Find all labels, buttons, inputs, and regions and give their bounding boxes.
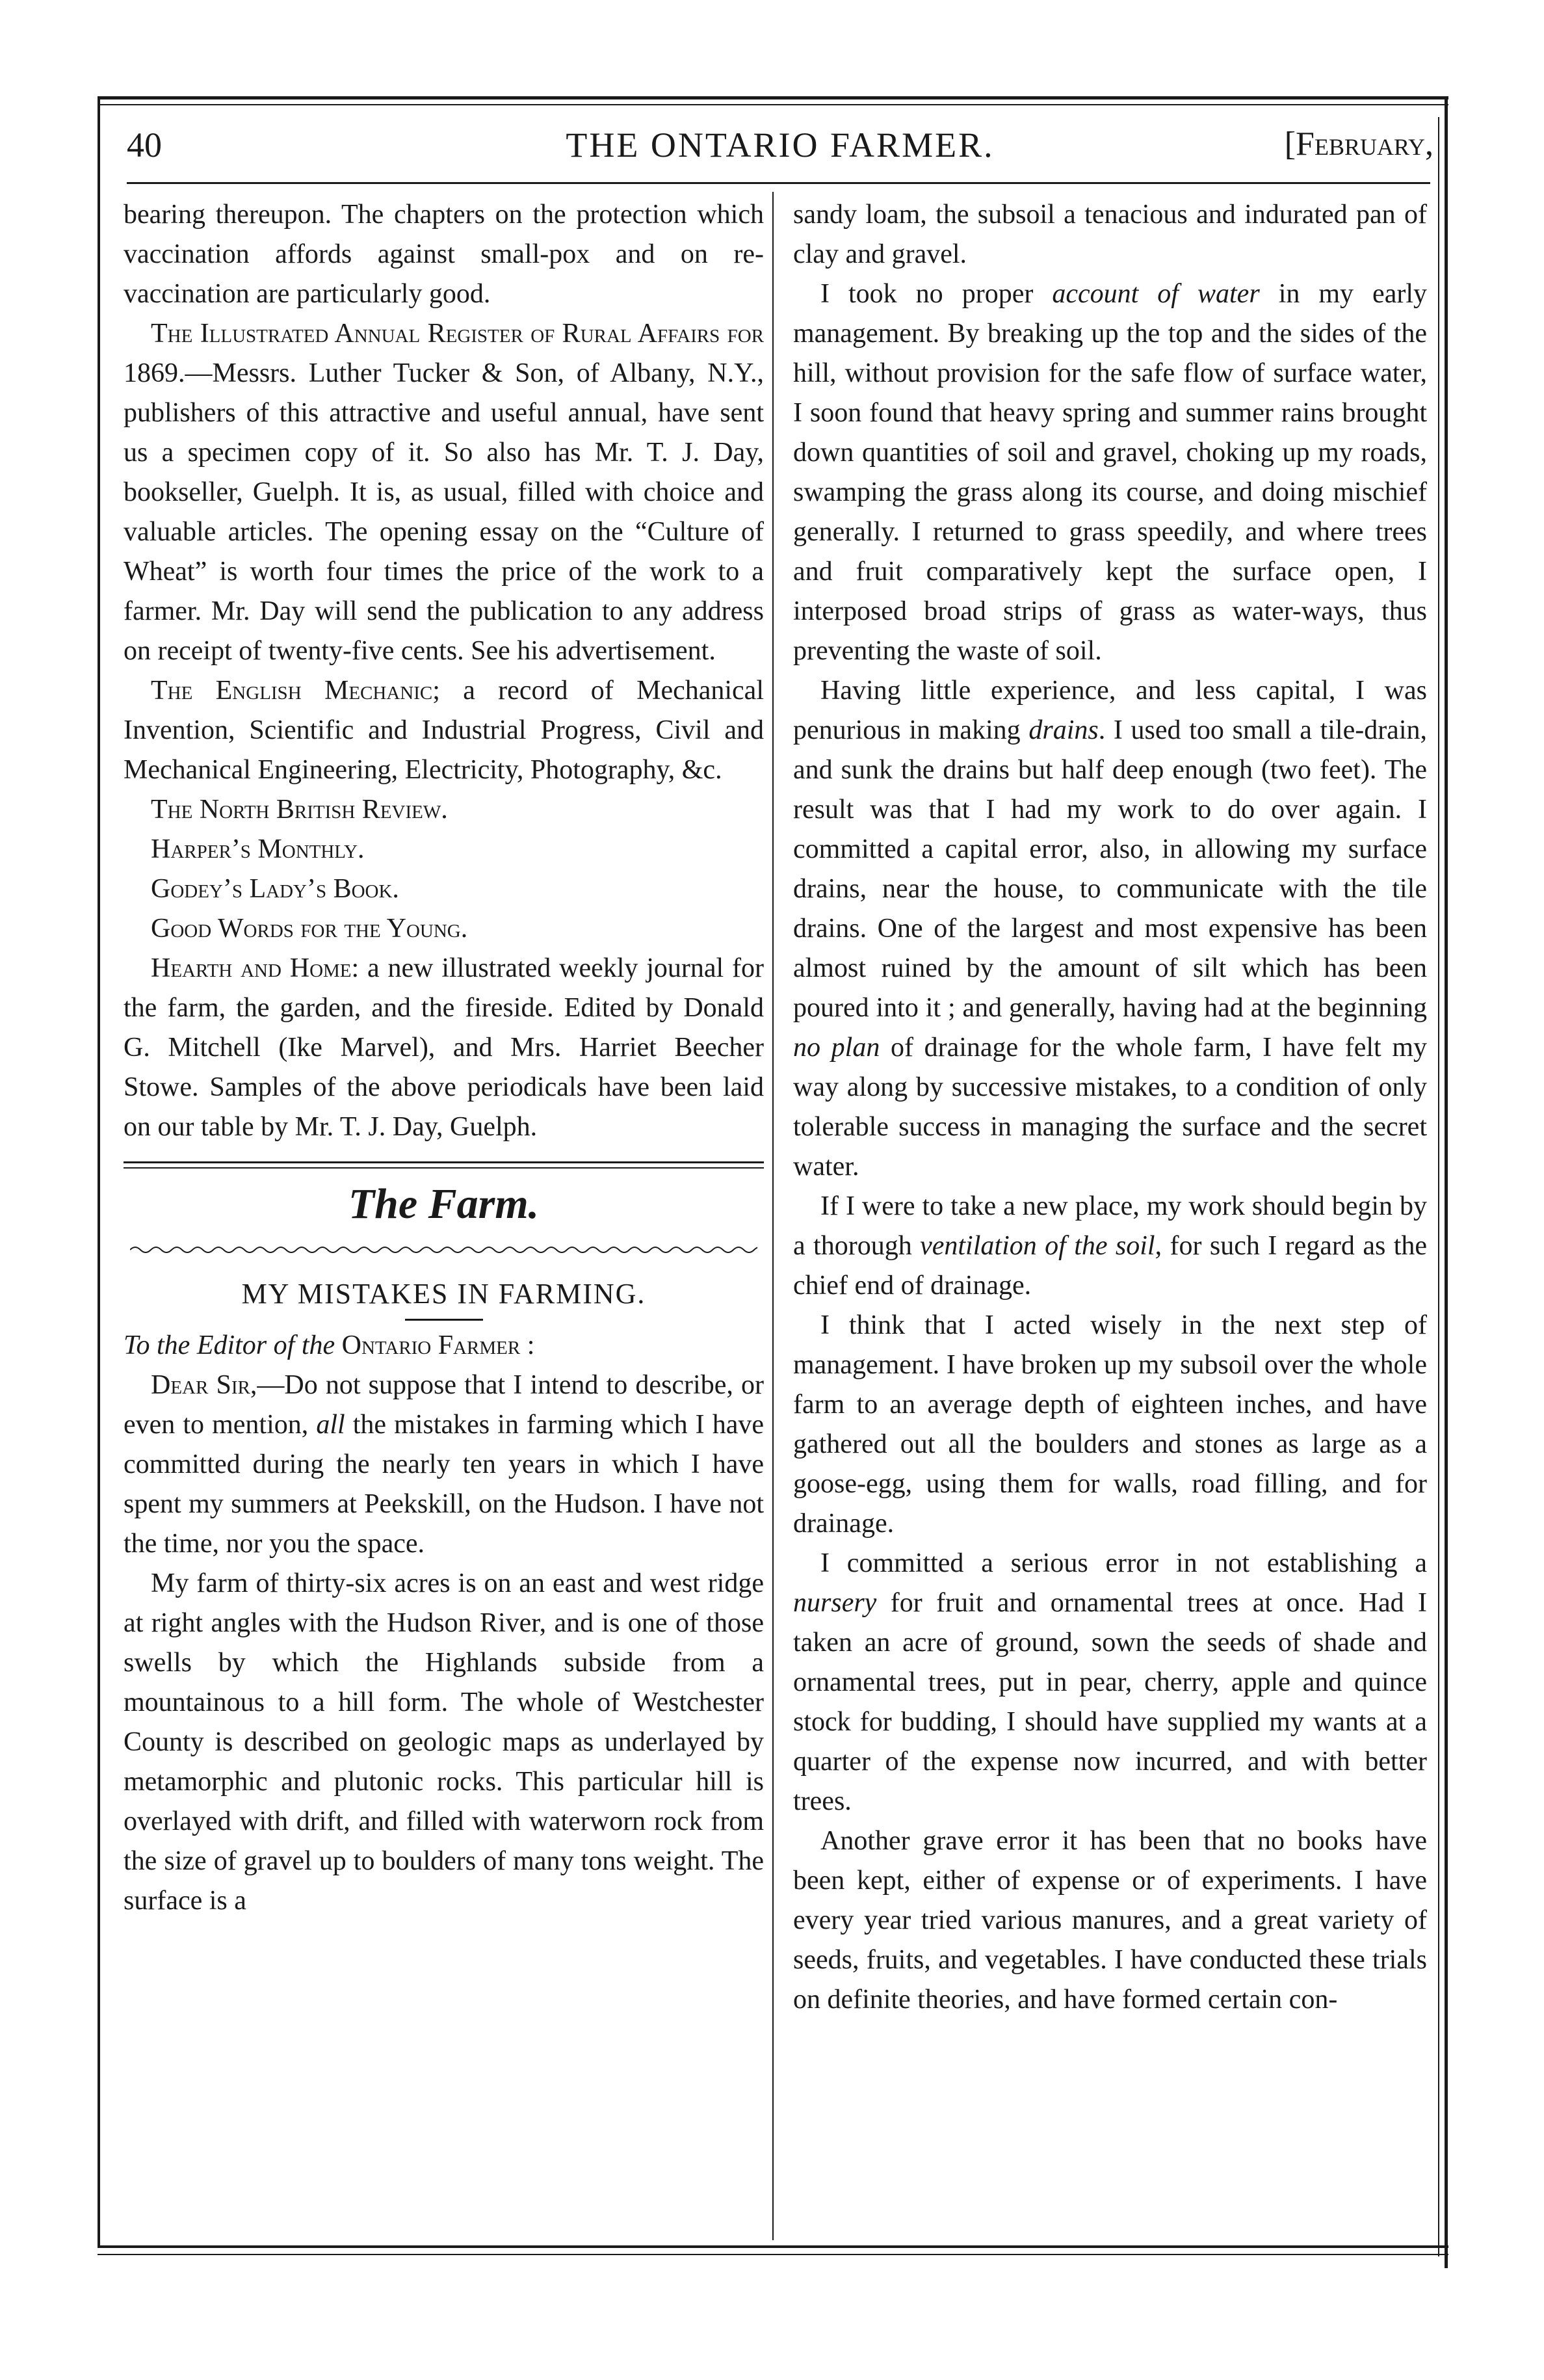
page-frame-top	[98, 96, 1448, 99]
page-frame-top-inner	[98, 104, 1448, 105]
header-rule	[127, 182, 1430, 184]
page-number: 40	[127, 126, 162, 165]
column-divider	[772, 192, 774, 2240]
paragraph-text: I took no proper	[820, 279, 1053, 309]
emphasis: ventilation of the soil	[920, 1231, 1155, 1261]
paragraph-text: the mistakes in farming which I have committed during the nearly ten years in which I have spent my summers at Peekskill, on the Hudson. I have not the time, nor you the space.	[124, 1410, 764, 1559]
paragraph	[124, 314, 764, 671]
emphasis: drains	[1028, 715, 1099, 745]
paragraph: bearing thereupon. The chapters on the protection which vaccination affords against small-pox and on re-vaccination are particularly good.	[124, 200, 764, 309]
salutation-italic: To the Editor of the	[124, 1330, 335, 1360]
emphasis: no plan	[793, 1033, 880, 1063]
right-column	[793, 195, 1427, 2020]
publication-title: The English Mechanic	[151, 676, 433, 706]
publication-title: The North British Review.	[151, 795, 448, 825]
paragraph-text: Having little experience, and less capital, I was penurious in making	[793, 676, 1427, 745]
paragraph: I think that I acted wisely in the next step of management. I have broken up my subsoil over the whole farm to an average depth of eighteen inches, and have gathered out all the boulders and stones as large as a goose-egg, using them for walls, road filling, and for drainage.	[793, 1310, 1427, 1539]
title-rule	[405, 1319, 483, 1321]
left-column	[124, 195, 764, 1921]
paragraph	[793, 1187, 1427, 1306]
emphasis: account of water	[1052, 279, 1260, 309]
paragraph: My farm of thirty-six acres is on an east and west ridge at right angles with the Hudson River, and is one of those swells by which the Highlands subside from a mountainous to a hill form. The whole of Westchester County is described on geologic maps as underlayed by metamorphic and plutonic rocks. This particular hill is overlayed with drift, and filled with waterworn rock from the size of gravel up to boulders of many tons weight. The surface is a	[124, 1568, 764, 1916]
paragraph-text: —Do not suppose that I intend to describe, or even to mention,	[124, 1370, 764, 1440]
salutation-end: :	[520, 1330, 535, 1360]
page-frame-bottom-inner	[98, 2254, 1448, 2255]
paragraph-text: for fruit and ornamental trees at once. Had I taken an acre of ground, sown the seeds of shade and ornamental trees, put in pear, cherry, apple and quince stock for budding, I should have supplied my wants at a quarter of the expense now incurred, and with better trees.	[793, 1588, 1427, 1816]
publication-title: Good Words for the Young.	[151, 914, 468, 944]
page-frame-bottom	[98, 2245, 1448, 2248]
page-header	[127, 125, 1433, 183]
paragraph	[124, 671, 764, 790]
page-frame-right	[1445, 96, 1448, 2268]
publication-title: Godey’s Lady’s Book.	[151, 874, 399, 904]
running-title: THE ONTARIO FARMER.	[566, 126, 995, 165]
paragraph-text: , for such I regard as the chief end of drainage.	[793, 1231, 1428, 1301]
salutation-name: Ontario Farmer	[341, 1330, 521, 1360]
paragraph-text: ; a record of Mechanical Invention, Scientific and Industrial Progress, Civil and Mechanical Engineering, Electricity, Photography, &c.	[124, 676, 764, 785]
paragraph	[124, 1366, 764, 1564]
article-title: MY MISTAKES IN FARMING.	[241, 1278, 646, 1310]
paragraph: Another grave error it has been that no books have been kept, either of expense or of experiments. I have every year tried various manures, and a great variety of seeds, fruits, and vegetables. I have conducted these trials on definite theories, and have formed certain con-	[793, 1826, 1427, 2015]
emphasis: nursery	[793, 1588, 877, 1618]
paragraph-text: I committed a serious error in not establishing a	[820, 1548, 1427, 1578]
paragraph-text: in my early management. By breaking up the top and the sides of the hill, without provision for the safe flow of surface water, I soon found that heavy spring and summer rains brought down quantities of soil and gravel, choking up my roads, swamping the grass along its course, and doing mischief generally. I returned to grass speedily, and where trees and fruit comparatively kept the surface open, I interposed broad strips of grass as water-ways, thus preventing the waste of soil.	[793, 279, 1427, 666]
paragraph-text: of drainage for the whole farm, I have felt my way along by successive mistakes, to a condition of only tolerable success in managing the surface and the secret water.	[793, 1033, 1427, 1182]
paragraph-text: —Messrs. Luther Tucker & Son, of Albany, N.Y., publishers of this attractive and useful annual, have sent us a specimen copy of it. So also has Mr. T. J. Day, bookseller, Guelph. It is, as usual, filled with choice and valuable articles. The opening essay on the “Culture of Wheat” is worth four times the price of the work to a farmer. Mr. Day will send the publication to any address on receipt of twenty-five cents. See his advertisement.	[124, 358, 764, 666]
greeting: Dear Sir,	[151, 1370, 257, 1400]
section-rule	[124, 1161, 764, 1169]
paragraph-text: . I used too small a tile-drain, and sunk the drains but half deep enough (two feet). The result was that I had my work to do over again. I committed a capital error, also, in allowing my surface drains, near the house, to communicate with the tile drains. One of the largest and most expensive has been almost ruined by the amount of silt which has been poured into it ; and generally, having had at the beginning	[793, 715, 1427, 1023]
page-frame-right-inner	[1438, 117, 1439, 2256]
page-frame-left	[98, 96, 100, 2245]
publication-title: The Illustrated Annual Register of Rural Affairs for 1869.	[124, 319, 764, 388]
paragraph	[793, 1544, 1427, 1821]
issue-month: [February,	[1284, 126, 1433, 163]
publication-title: Hearth and Home	[151, 953, 352, 983]
paragraph	[793, 274, 1427, 671]
paragraph-text: If I were to take a new place, my work should begin by a thorough	[793, 1191, 1427, 1261]
paragraph: sandy loam, the subsoil a tenacious and indurated pan of clay and gravel.	[793, 200, 1427, 269]
paragraph	[793, 671, 1427, 1187]
section-heading: The Farm.	[348, 1180, 540, 1228]
wavy-rule	[130, 1243, 757, 1256]
paragraph	[124, 949, 764, 1147]
publication-title: Harper’s Monthly.	[151, 834, 365, 864]
paragraph-text: : a new illustrated weekly journal for the farm, the garden, and the fireside. Edited by Donald G. Mitchell (Ike Marvel), and Mrs. Harriet Beecher Stowe. Samples of the above periodicals have been laid on our table by Mr. T. J. Day, Guelph.	[124, 953, 764, 1142]
emphasis: all	[316, 1410, 345, 1440]
salutation	[124, 1326, 764, 1366]
